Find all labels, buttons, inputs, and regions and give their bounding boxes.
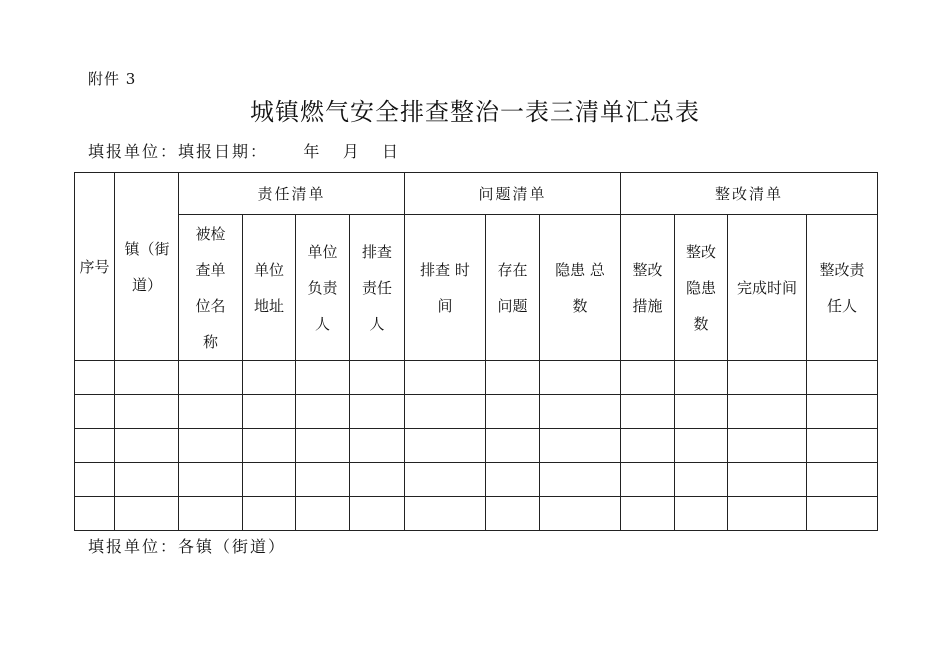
table-cell[interactable] — [486, 429, 540, 463]
fill-info-line: 填报单位：填报日期： 年 月 日 — [88, 142, 400, 161]
header-rect-hazard-count: 整改隐患数 — [675, 215, 728, 361]
header-hazard-total: 隐患 总数 — [540, 215, 621, 361]
table-cell[interactable] — [405, 361, 486, 395]
header-inspector: 排查责任人 — [350, 215, 405, 361]
table-row — [75, 497, 878, 531]
table-cell[interactable] — [350, 361, 405, 395]
table-row — [75, 429, 878, 463]
table-cell[interactable] — [243, 497, 296, 531]
table-cell[interactable] — [486, 395, 540, 429]
table-cell[interactable] — [350, 497, 405, 531]
table-cell[interactable] — [243, 429, 296, 463]
table-cell[interactable] — [115, 497, 179, 531]
table-cell[interactable] — [728, 361, 807, 395]
table-cell[interactable] — [296, 463, 350, 497]
header-group-responsibility: 责任清单 — [179, 173, 405, 215]
table-cell[interactable] — [350, 429, 405, 463]
table-cell[interactable] — [675, 463, 728, 497]
table-row — [75, 395, 878, 429]
table-cell[interactable] — [540, 429, 621, 463]
table-cell[interactable] — [486, 463, 540, 497]
table-cell[interactable] — [179, 429, 243, 463]
table-cell[interactable] — [807, 463, 878, 497]
table-cell[interactable] — [350, 463, 405, 497]
table-cell[interactable] — [807, 361, 878, 395]
table-cell[interactable] — [75, 463, 115, 497]
header-town: 镇（街道） — [115, 173, 179, 361]
attachment-label: 附件 3 — [88, 70, 137, 88]
header-measures: 整改措施 — [621, 215, 675, 361]
header-inspect-time: 排查 时间 — [405, 215, 486, 361]
table-cell[interactable] — [115, 463, 179, 497]
table-cell[interactable] — [75, 361, 115, 395]
table-cell[interactable] — [179, 463, 243, 497]
footer-fill-unit: 填报单位：各镇（街道） — [88, 537, 287, 556]
table-cell[interactable] — [807, 395, 878, 429]
table-cell[interactable] — [405, 395, 486, 429]
table-cell[interactable] — [115, 395, 179, 429]
header-group-rectification: 整改清单 — [621, 173, 878, 215]
header-rect-responsible: 整改责任人 — [807, 215, 878, 361]
table-cell[interactable] — [75, 497, 115, 531]
table-cell[interactable] — [75, 429, 115, 463]
header-row-1 — [75, 173, 878, 215]
table-cell[interactable] — [405, 497, 486, 531]
table-cell[interactable] — [540, 395, 621, 429]
table-cell[interactable] — [179, 395, 243, 429]
table-cell[interactable] — [675, 361, 728, 395]
table-cell[interactable] — [621, 497, 675, 531]
table-cell[interactable] — [540, 463, 621, 497]
document-title: 城镇燃气安全排查整治一表三清单汇总表 — [250, 98, 700, 126]
table-cell[interactable] — [75, 395, 115, 429]
table-cell[interactable] — [728, 463, 807, 497]
table-cell[interactable] — [540, 497, 621, 531]
table-cell[interactable] — [728, 497, 807, 531]
table-cell[interactable] — [405, 429, 486, 463]
table-cell[interactable] — [486, 361, 540, 395]
table-cell[interactable] — [405, 463, 486, 497]
table-cell[interactable] — [243, 463, 296, 497]
header-unit-address: 单位地址 — [243, 215, 296, 361]
table-row — [75, 361, 878, 395]
table-cell[interactable] — [179, 497, 243, 531]
table-cell[interactable] — [675, 497, 728, 531]
table-cell[interactable] — [115, 429, 179, 463]
header-inspected-unit: 被检查单位名称 — [179, 215, 243, 361]
table-cell[interactable] — [350, 395, 405, 429]
table-cell[interactable] — [621, 395, 675, 429]
header-unit-head: 单位负责人 — [296, 215, 350, 361]
table-cell[interactable] — [675, 395, 728, 429]
header-group-problem: 问题清单 — [405, 173, 621, 215]
table-cell[interactable] — [296, 361, 350, 395]
table-cell[interactable] — [115, 361, 179, 395]
table-row — [75, 463, 878, 497]
table-cell[interactable] — [807, 429, 878, 463]
header-existing-problem: 存在问题 — [486, 215, 540, 361]
table-cell[interactable] — [486, 497, 540, 531]
table-cell[interactable] — [296, 497, 350, 531]
table-cell[interactable] — [621, 429, 675, 463]
table-cell[interactable] — [621, 463, 675, 497]
table-cell[interactable] — [807, 497, 878, 531]
table-cell[interactable] — [243, 361, 296, 395]
table-cell[interactable] — [243, 395, 296, 429]
table-cell[interactable] — [179, 361, 243, 395]
header-row-2 — [75, 215, 878, 361]
summary-table — [74, 172, 878, 531]
header-completion-time: 完成时间 — [728, 215, 807, 361]
table-cell[interactable] — [621, 361, 675, 395]
table-cell[interactable] — [675, 429, 728, 463]
header-seq: 序号 — [75, 173, 115, 361]
table-cell[interactable] — [540, 361, 621, 395]
table-cell[interactable] — [728, 395, 807, 429]
table-cell[interactable] — [296, 395, 350, 429]
table-cell[interactable] — [728, 429, 807, 463]
table-cell[interactable] — [296, 429, 350, 463]
